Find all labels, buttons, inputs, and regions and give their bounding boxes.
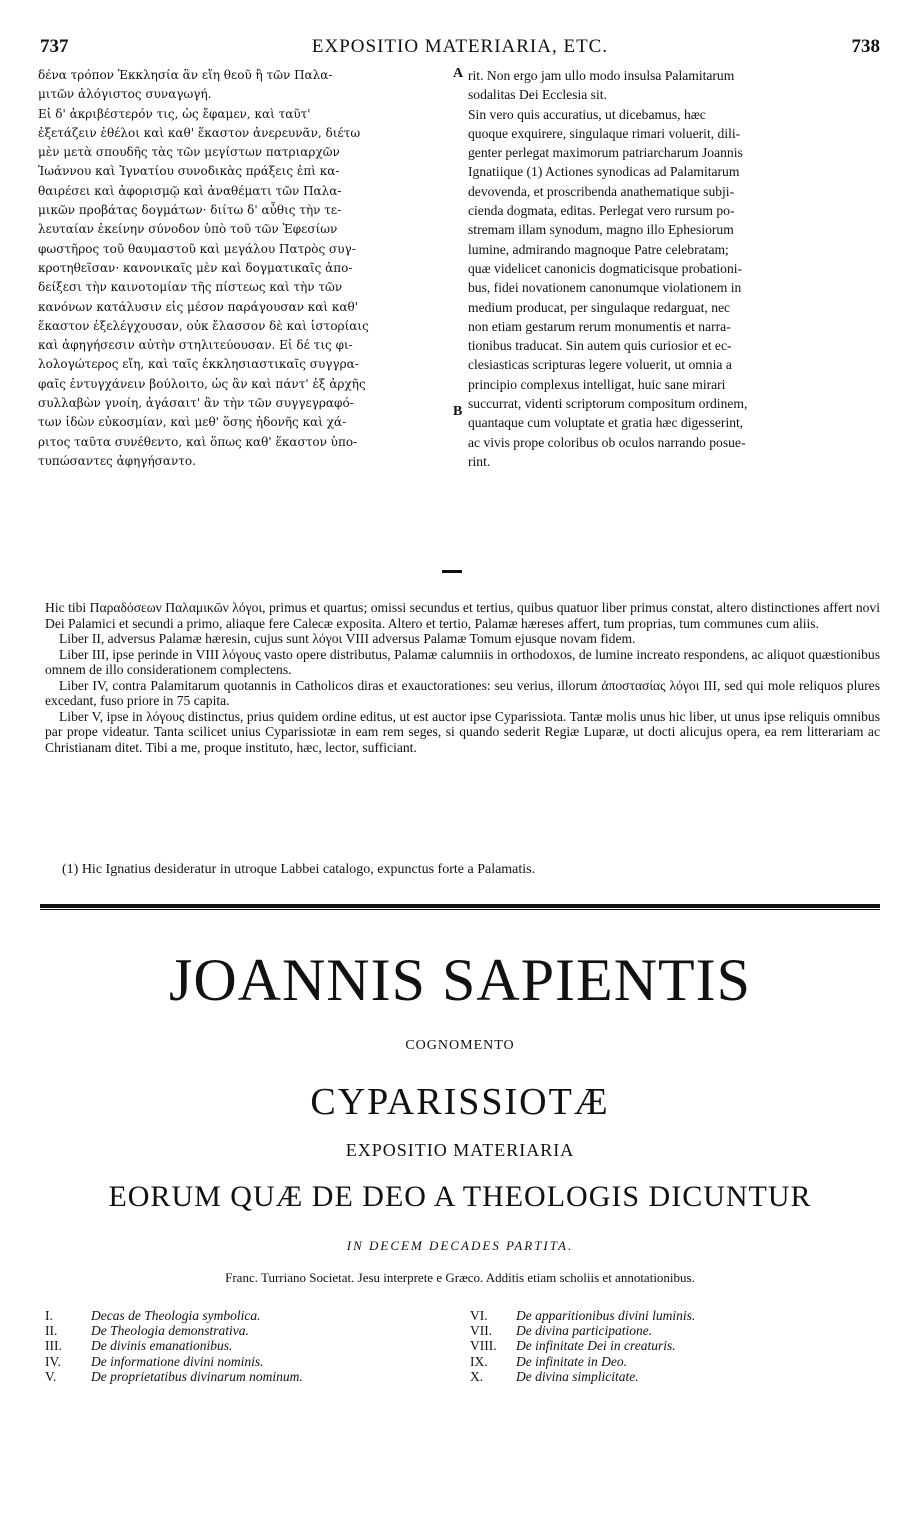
decade-title: De divina simplicitate.	[516, 1368, 639, 1384]
cognomento-label: COGNOMENTO	[405, 1038, 515, 1053]
greek-text-line: δένα τρόπον Ἐκκλησία ἂν εἴη θεοῦ ἢ τῶν Παλα-	[38, 68, 333, 82]
latin-text-line: genter perlegat maximorum patriarcharum Joannis	[468, 145, 743, 161]
editorial-notes	[45, 600, 880, 755]
decade-title: De informatione divini nominis.	[91, 1353, 264, 1369]
note-paragraph: Liber IV, contra Palamitarum quotannis in Catholicos diras et exauctorationes: seu verius, illorum ἀποστασίας λόγοι III, sed qui mole reliquos plures excedant, fuso priore in 75 capita.	[45, 677, 880, 708]
decade-number: X.	[470, 1368, 484, 1384]
decades-list-left	[45, 1308, 455, 1384]
footnote: (1) Hic Ignatius desideratur in utroque Labbei catalogo, expunctus forte a Palamatis.	[62, 862, 536, 877]
decade-title: De divinis emanationibus.	[91, 1338, 233, 1354]
margin-marker-b: B	[453, 404, 463, 419]
latin-text-line: Ignatiique (1) Actiones synodicas ad Palamitarum	[468, 164, 740, 180]
decade-entry	[45, 1308, 455, 1323]
decade-entry	[45, 1354, 455, 1369]
decade-title: Decas de Theologia symbolica.	[91, 1308, 261, 1323]
decade-entry	[470, 1323, 880, 1338]
greek-text-line: ἕκαστον ἐξελέγχουσαν, οὐκ ἔλασσον δὲ καὶ ἱστορίαις	[38, 318, 369, 333]
work-author-title: JOANNIS SAPIENTIS	[168, 947, 752, 1013]
latin-text-line: tionibus traducat. Sin autem quis curiosior et ec-	[468, 338, 732, 354]
decade-number: III.	[45, 1338, 62, 1354]
greek-text-line: λευταίαν ἐκείνην σύνοδον ὑπὸ τοῦ τῶν Ἐφεσίων	[38, 222, 338, 237]
decade-number: I.	[45, 1308, 53, 1323]
section-rule-thin	[40, 909, 880, 910]
greek-text-line: καὶ ἀφηγήσεσιν αὐτὴν στηλιτεύουσαν. Εἰ δέ τις φι-	[38, 338, 353, 353]
latin-text-line: ac vivis prope coloribus ob oculos narrando posue-	[468, 434, 746, 450]
latin-text-line: succurrat, videnti scriptorum compositum ordinem,	[468, 396, 748, 412]
latin-column	[468, 66, 878, 471]
greek-text-line: τυπώσαντες ἀφηγήσαντο.	[38, 453, 196, 468]
decade-title: De infinitate in Deo.	[516, 1353, 627, 1369]
decade-number: IX.	[470, 1353, 488, 1369]
latin-text-line: non etiam gestarum rerum monumentis et narra-	[468, 318, 731, 334]
latin-text-line: quæ videlicet canonicis dogmaticisque probationi-	[468, 260, 743, 276]
decade-entry	[470, 1308, 880, 1323]
latin-text-line: clesiasticas scripturas legere voluerit, ut omnia a	[468, 357, 732, 373]
greek-text-line: ριτος ταῦτα συνέθεντο, καὶ ὅπως καθ' ἕκαστον ὑπο-	[38, 434, 358, 449]
greek-text-line: μιτῶν ἀλόγιστος συναγωγή.	[38, 87, 212, 102]
decade-number: VI.	[470, 1308, 488, 1323]
greek-text-line: φαῖς ἐντυγχάνειν βούλοιτο, ὡς ἂν καὶ πάντ' ἐξ ἀρχῆς	[38, 376, 366, 391]
decade-entry	[45, 1338, 455, 1353]
latin-text-line: rit. Non ergo jam ullo modo insulsa Palamitarum	[468, 68, 735, 83]
decades-caption: IN DECEM DECADES PARTITA.	[346, 1238, 574, 1253]
decade-title: De divina participatione.	[516, 1323, 653, 1339]
note-paragraph: Liber II, adversus Palamæ hæresin, cujus sunt λόγοι VIII adversus Palamæ Tomum ejusque novam fidem.	[59, 631, 636, 646]
greek-text-line: λολογώτερος εἴη, καὶ ταῖς ἐκκλησιαστικαῖς συγγρα-	[38, 357, 359, 372]
latin-text-line: sodalitas Dei Ecclesia sit.	[468, 87, 607, 103]
decade-entry	[470, 1338, 880, 1353]
decade-title: De apparitionibus divini luminis.	[516, 1308, 696, 1323]
translator-credit: Franc. Turriano Societat. Jesu interprete e Græco. Additis etiam scholiis et annotationibus.	[225, 1270, 695, 1285]
decade-number: II.	[45, 1323, 58, 1339]
page-number-right: 738	[851, 36, 880, 57]
greek-text-line: συλλαβὼν γνοίη, ἀγάσαιτ' ἂν τὴν τῶν συγγεγραφό-	[38, 396, 354, 411]
note-paragraph: Liber III, ipse perinde in VIII λόγους vasto opere distributus, Palamæ calumniis in orthodoxos, de lumine increato respondens, ac aliquot quæstionibus omnem de illo considerationem complectens.	[45, 646, 880, 677]
latin-text-line: Sin vero quis accuratius, ut dicebamus, hæc	[468, 106, 706, 122]
decade-number: VII.	[470, 1323, 493, 1339]
decade-number: V.	[45, 1368, 57, 1384]
author-surname: CYPARISSIOTÆ	[310, 1081, 610, 1123]
latin-text-line: rint.	[468, 453, 491, 469]
decades-list-right	[470, 1308, 880, 1384]
decade-entry	[470, 1369, 880, 1384]
latin-text-line: bus, fidei novationem canonumque violationem in	[468, 280, 742, 296]
running-header	[40, 36, 880, 60]
work-title: EORUM QUÆ DE DEO A THEOLOGIS DICUNTUR	[108, 1180, 812, 1213]
greek-text-line: μικῶν προβάτας δογμάτων· διίτω δ' αὖθις τὴν τε-	[38, 203, 342, 218]
latin-text-line: devovenda, et proscribenda anathematique subji-	[468, 183, 735, 199]
greek-column	[38, 66, 453, 471]
note-paragraph: Hic tibi Παραδόσεων Παλαμικῶν λόγοι, primus et quartus; omissi secundus et tertius, quibus quatuor liber primus constat, altero distinctiones affert novi Dei Palamici et secundi a primo, aliaque fere Calecæ exposita. Altero et tertio, Palamæ hæreses affert, tum proprias, tum communes cum aliis.	[45, 600, 880, 631]
greek-text-line: ἐξετάζειν ἐθέλοι καὶ καθ' ἕκαστον ἀνερευνᾶν, διέτω	[38, 125, 361, 140]
greek-text-line: Ἰωάννου καὶ Ἰγνατίου συνοδικὰς πράξεις ἐπὶ κα-	[38, 164, 340, 179]
latin-text-line: stremam illam synodum, magno illo Ephesiorum	[468, 222, 734, 238]
decade-entry	[470, 1354, 880, 1369]
greek-text-line: θαιρέσει καὶ ἀφορισμῷ καὶ ἀναθέματι τῶν Παλα-	[38, 183, 342, 198]
latin-text-line: quoque exquirere, singulaque rimari voluerit, dili-	[468, 125, 741, 141]
decade-number: VIII.	[470, 1338, 497, 1354]
greek-text-line: δείξεσι τὴν καινοτομίαν τῆς πίστεως καὶ τὴν τῶν	[38, 280, 343, 295]
decade-entry	[45, 1323, 455, 1338]
margin-marker-a: A	[453, 66, 464, 81]
greek-text-line: φωστῆρος τοῦ θαυμαστοῦ καὶ μεγάλου Πατρὸς συγ-	[38, 241, 356, 256]
page-number-left: 737	[40, 36, 69, 57]
note-paragraph: Liber V, ipse in λόγους distinctus, prius quidem ordine editus, ut est auctor ipse Cyparissiota. Tantæ molis unus hic liber, ut unus ipse reliquis omnibus par prope videatur. Tanta scilicet unius Cyparissiotæ in eam rem seges, si quando sederit Regiæ Luparæ, ut docti alicujus opera, ea rem litterariam ac Christianam ditet. Tibi a me, proque instituto, hæc, lector, sufficiant.	[45, 708, 880, 755]
section-rule	[40, 904, 880, 908]
work-subtitle: EXPOSITIO MATERIARIA	[345, 1140, 575, 1160]
short-divider	[442, 570, 462, 573]
latin-text-line: cienda dogmata, editas. Perlegat vero rursum po-	[468, 203, 735, 219]
running-title: EXPOSITIO MATERIARIA, ETC.	[311, 36, 609, 57]
decade-title: De Theologia demonstrativa.	[91, 1323, 249, 1339]
greek-text-line: κροτηθεῖσαν· κανονικαῖς μὲν καὶ δογματικαῖς ἀπο-	[38, 260, 353, 275]
latin-text-line: principio complexus intelligat, huic sane mirari	[468, 376, 726, 392]
greek-text-line: μὲν μετὰ σπουδῆς τὰς τῶν μεγίστων πατριαρχῶν	[38, 145, 340, 160]
greek-text-line: κανόνων κατάλυσιν εἰς μέσον παράγουσαν καὶ καθ'	[38, 299, 359, 314]
greek-text-line: των ἰδὼν εὐκοσμίαν, καὶ μεθ' ὅσης ἡδονῆς καὶ χά-	[38, 415, 347, 430]
decade-number: IV.	[45, 1353, 61, 1369]
greek-text-line: Εἰ δ' ἀκριβέστερόν τις, ὡς ἔφαμεν, καὶ ταῦτ'	[38, 106, 311, 121]
decade-title: De proprietatibus divinarum nominum.	[91, 1368, 303, 1384]
decade-title: De infinitate Dei in creaturis.	[516, 1338, 676, 1354]
latin-text-line: lumine, admirando magnoque Patre celebratam;	[468, 241, 729, 257]
latin-text-line: quantaque cum voluptate et gratia hæc digesserint,	[468, 415, 744, 431]
decade-entry	[45, 1369, 455, 1384]
latin-text-line: medium producat, per singulaque redarguat, nec	[468, 299, 731, 315]
